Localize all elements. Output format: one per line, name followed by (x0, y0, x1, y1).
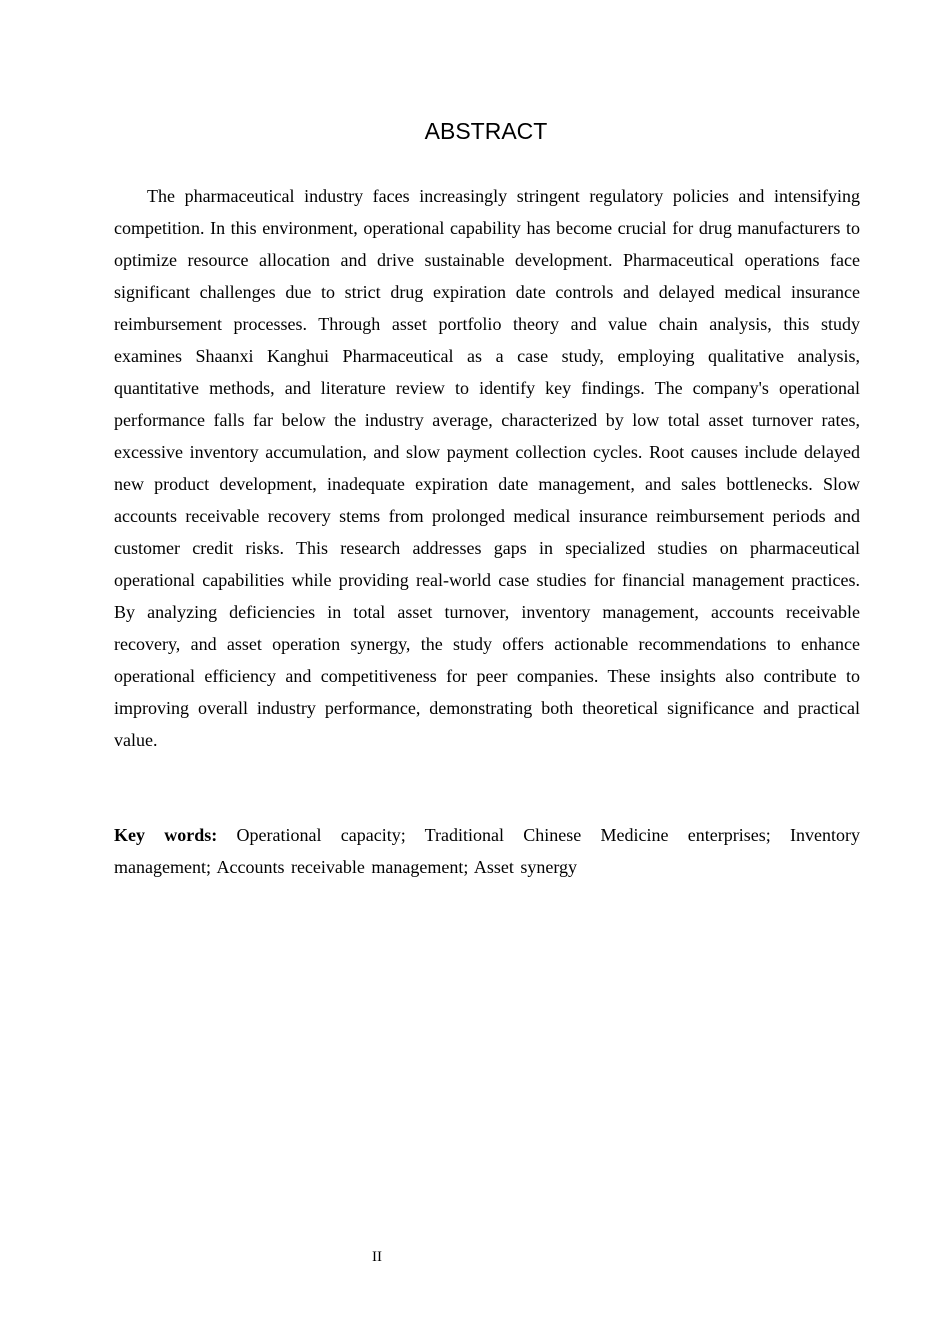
keywords-list: Operational capacity; Traditional Chinese Medicine enterprises; Inventory management; Accounts receivable management; Asset synergy (114, 825, 861, 877)
keywords-section (114, 819, 860, 883)
abstract-paragraph: The pharmaceutical industry faces increasingly stringent regulatory policies and intensifying competition. In this environment, operational capability has become crucial for drug manufacturers to optimize resource allocation and drive sustainable development. Pharmaceutical operations face significant challenges due to strict drug expiration date controls and delayed medical insurance reimbursement processes. Through asset portfolio theory and value chain analysis, this study examines Shaanxi Kanghui Pharmaceutical as a case study, employing qualitative analysis, quantitative methods, and literature review to identify key findings. The company's operational performance falls far below the industry average, characterized by low total asset turnover rates, excessive inventory accumulation, and slow payment collection cycles. Root causes include delayed new product development, inadequate expiration date management, and sales bottlenecks. Slow accounts receivable recovery stems from prolonged medical insurance reimbursement periods and customer credit risks. This research addresses gaps in specialized studies on pharmaceutical operational capabilities while providing real-world case studies for financial management practices. By analyzing deficiencies in total asset turnover, inventory management, accounts receivable recovery, and asset operation synergy, the study offers actionable recommendations to enhance operational efficiency and competitiveness for peer companies. These insights also contribute to improving overall industry performance, demonstrating both theoretical significance and practical value. (114, 186, 860, 750)
abstract-title: ABSTRACT (424, 118, 548, 144)
keywords-label: Key words: (114, 825, 218, 845)
page-number: II (372, 1249, 382, 1265)
